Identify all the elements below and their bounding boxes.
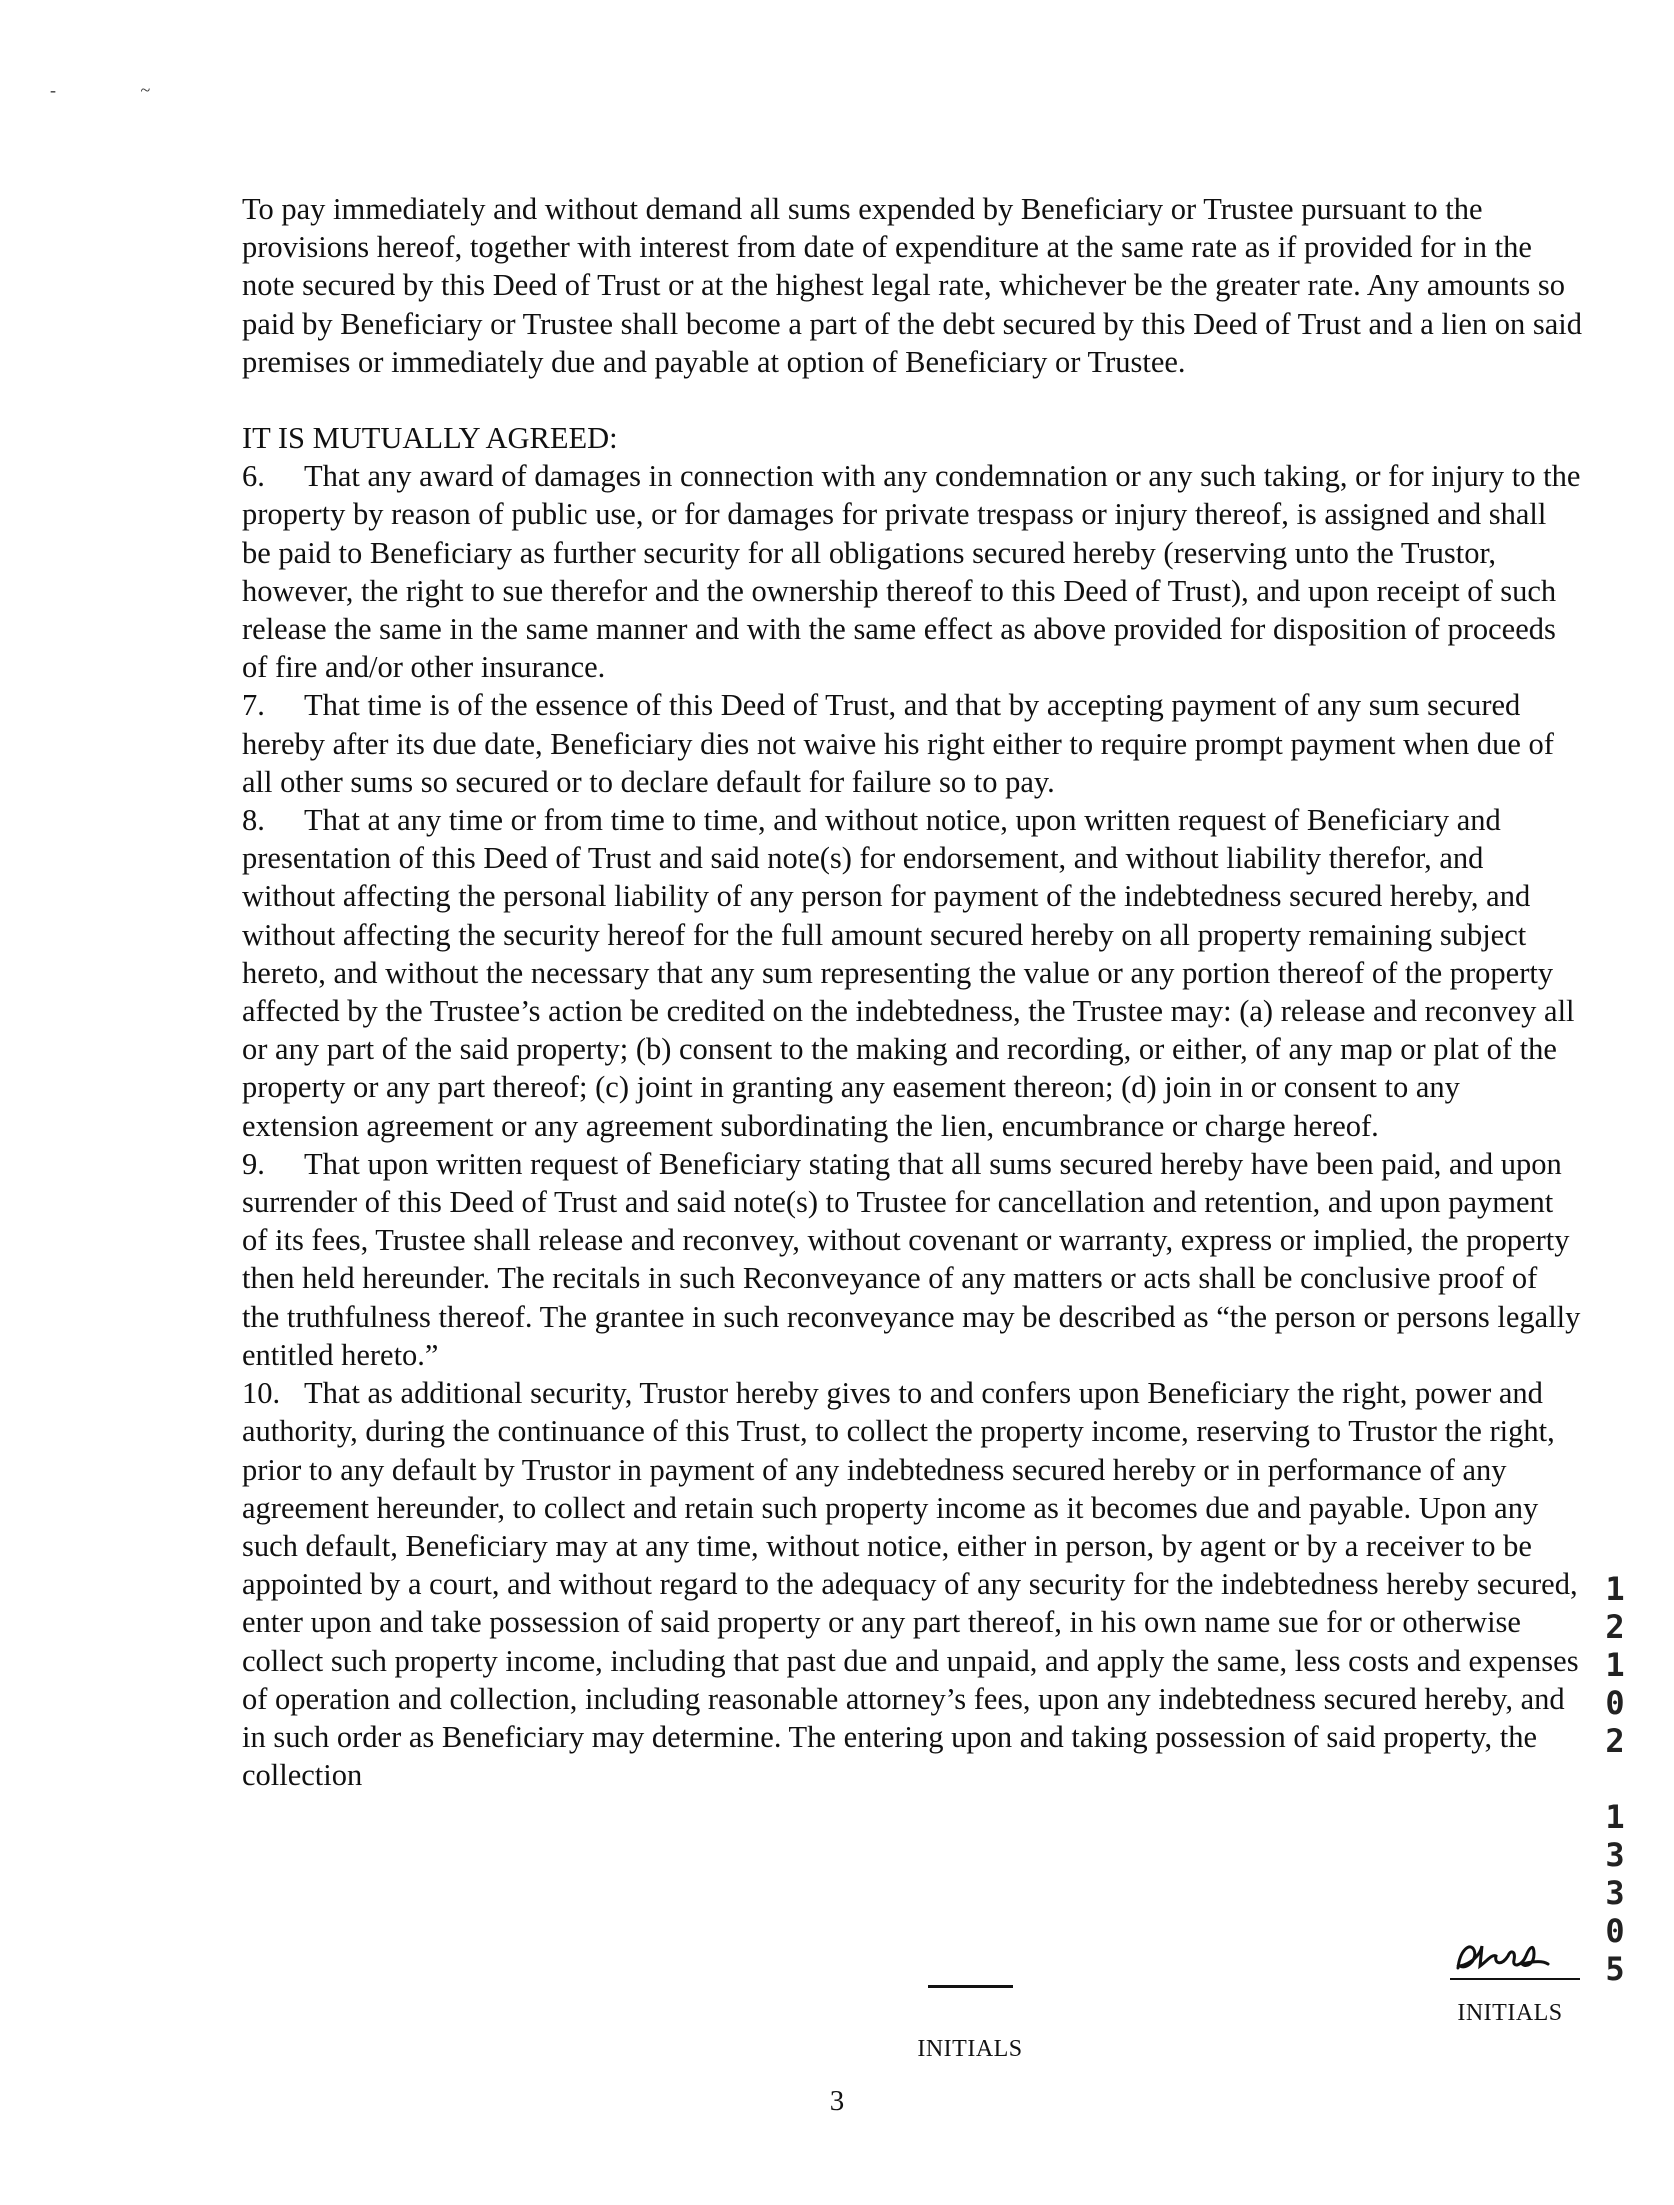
scan-marks: - ~ [50,80,191,100]
stamp-digit: 0 [1605,1684,1625,1722]
document-body [242,190,1582,1794]
paragraph-spacer [242,381,1582,419]
signature-scribble [1430,1920,1590,1980]
opening-paragraph: To pay immediately and without demand all sums expended by Beneficiary or Trustee pursuant to the provisions hereof, together with interest from date of expenditure at the same rate as if provided for in the note secured by this Deed of Trust or at the highest legal rate, whichever be the greater rate. Any amounts so paid by Beneficiary or Trustee shall become a part of the debt secured by this Deed of Trust and a lien on said premises or immediately due and payable at option of Beneficiary or Trustee. [242,192,1582,379]
clause-number: 10. [242,1376,281,1411]
stamp-digit: 1 [1605,1570,1625,1608]
clause-number: 7. [242,688,265,723]
clause-6 [242,457,1582,686]
clause-text: That any award of damages in connection with any condemnation or any such taking, or for injury to the property by reason of public use, or for damages for private trespass or injury thereof, is assigned and shall be paid to Beneficiary as further security for all obligations secured hereby (reserving unto the Trustor, however, the right to sue therefor and the ownership thereof to this Deed of Trust), and upon receipt of such release the same in the same manner and with the same effect as above provided for disposition of proceeds of fire and/or other insurance. [242,459,1581,685]
stamp-digit: 1 [1605,1646,1625,1684]
clause-8 [242,801,1582,1145]
clause-number: 8. [242,803,265,838]
clause-number: 9. [242,1146,265,1181]
initials-label: INITIALS [1457,2000,1563,2026]
clause-7 [242,686,1582,801]
initials-block-left [905,1985,1035,2063]
clause-text: That as additional security, Trustor hereby gives to and confers upon Beneficiary the right, power and authority, during the continuance of this Trust, to collect the property income, reserving to Trustor the right, prior to any default by Trustor in payment of any indebtedness secured hereby or in performance of any agreement hereunder, to collect and retain such property income as it becomes due and payable. Upon any such default, Beneficiary may at any time, without notice, either in person, by agent or by a receiver to be appointed by a court, and without regard to the adequacy of any security for the indebtedness hereby secured, enter upon and take possession of said property or any part thereof, in his own name sue for or otherwise collect such property income, including that past due and unpaid, and apply the same, less costs and expenses of operation and collection, including reasonable attorney’s fees, upon any indebtedness secured hereby, and in such order as Beneficiary may determine. The entering upon and taking possession of said property, the collection [242,1376,1579,1793]
stamp-digit: 1 [1605,1798,1625,1836]
recording-number-stamp [1600,1570,1630,1988]
clause-9 [242,1145,1582,1374]
stamp-digit: 3 [1605,1874,1625,1912]
clause-text: That at any time or from time to time, and without notice, upon written request of Beneficiary and presentation of this Deed of Trust and said note(s) for endorsement, and without liability therefor, and without affecting the personal liability of any person for payment of the indebtedness secured hereby, and without affecting the security hereof for the full amount secured hereby on all property remaining subject hereto, and without the necessary that any sum representing the value or any portion thereof of the property affected by the Trustee’s action be credited on the indebtedness, the Trustee may: (a) release and reconvey all or any part of the said property; (b) consent to the making and recording, or either, of any map or plat of the property or any part thereof; (c) joint in granting any easement thereon; (d) join in or consent to any extension agreement or any agreement subordinating the lien, encumbrance or charge hereof. [242,803,1575,1143]
stamp-digit: 2 [1605,1722,1625,1760]
initials-block-right [1430,1920,1590,2027]
stamp-spacer [1600,1760,1630,1798]
handwritten-initials-signature [1430,1920,1590,1980]
initials-label: INITIALS [917,2036,1023,2062]
clause-10 [242,1374,1582,1794]
stamp-digit: 2 [1605,1608,1625,1646]
stamp-digit: 0 [1605,1912,1625,1950]
initials-line [928,1985,1013,1988]
page-number: 3 [829,2085,845,2117]
initials-line [1450,1978,1580,1980]
stamp-digit: 3 [1605,1836,1625,1874]
stamp-digit: 5 [1605,1950,1625,1988]
clause-text: That time is of the essence of this Deed of Trust, and that by accepting payment of any sum secured hereby after its due date, Beneficiary dies not waive his right either to require prompt payment when due of all other sums so secured or to declare default for failure so to pay. [242,688,1554,799]
clause-number: 6. [242,459,265,494]
clause-text: That upon written request of Beneficiary stating that all sums secured hereby have been paid, and upon surrender of this Deed of Trust and said note(s) to Trustee for cancellation and retention, and upon payment of its fees, Trustee shall release and reconvey, without covenant or warranty, express or implied, the property then held hereunder. The recitals in such Reconveyance of any matters or acts shall be conclusive proof of the truthfulness thereof. The grantee in such reconveyance may be described as “the person or persons legally entitled hereto.” [242,1146,1581,1372]
section-heading: IT IS MUTUALLY AGREED: [242,421,618,456]
